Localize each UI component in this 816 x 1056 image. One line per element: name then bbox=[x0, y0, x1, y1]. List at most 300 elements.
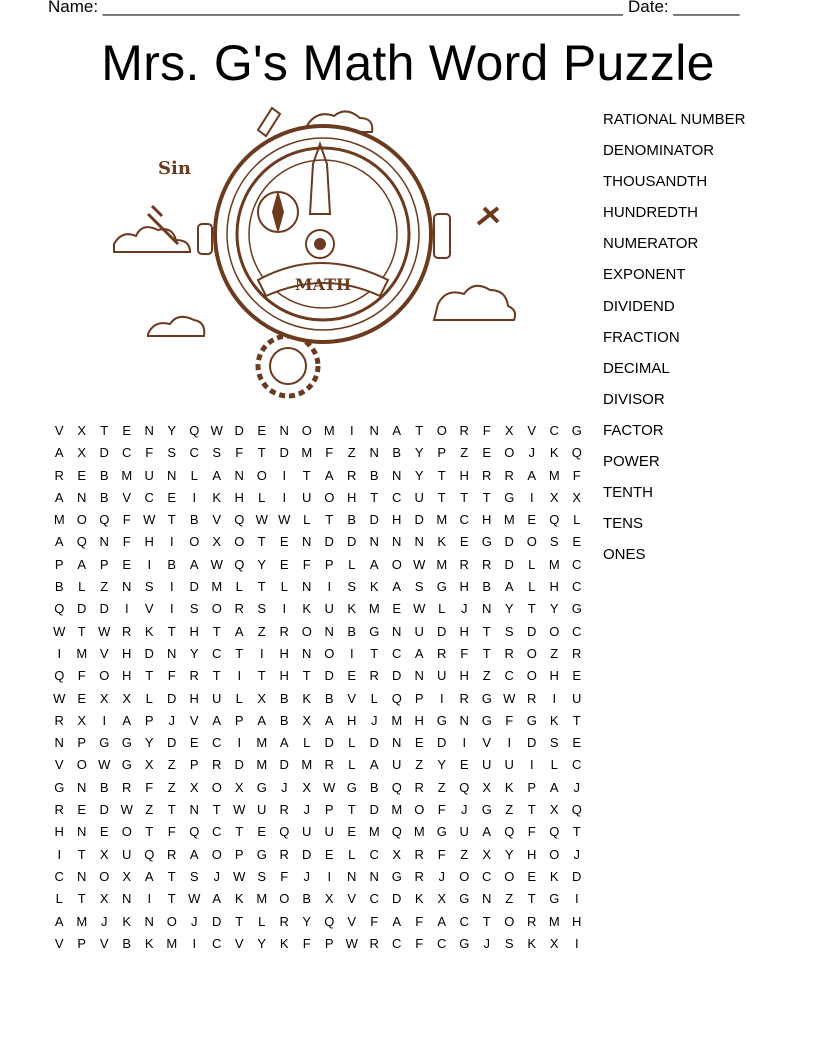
grid-cell: G bbox=[121, 757, 132, 773]
grid-cell: F bbox=[437, 802, 446, 818]
grid-cell: X bbox=[144, 757, 154, 773]
grid-cell: M bbox=[211, 579, 223, 595]
grid-cell: G bbox=[391, 868, 402, 884]
grid-cell: G bbox=[436, 579, 447, 595]
grid-cell: C bbox=[212, 935, 222, 951]
grid-cell: P bbox=[189, 757, 199, 773]
grid-cell: D bbox=[572, 868, 582, 884]
grid-cell: U bbox=[504, 757, 514, 773]
grid-cell: A bbox=[279, 735, 289, 751]
grid-cell: N bbox=[302, 579, 312, 595]
grid-cell: X bbox=[77, 712, 87, 728]
grid-cell: F bbox=[302, 935, 311, 951]
grid-cell: E bbox=[122, 423, 132, 438]
grid-cell: Q bbox=[549, 824, 560, 840]
grid-cell: I bbox=[282, 489, 287, 505]
grid-cell: T bbox=[302, 668, 311, 684]
grid-cell: U bbox=[302, 824, 312, 840]
grid-cell: T bbox=[235, 913, 244, 929]
grid-cell: J bbox=[281, 779, 288, 795]
word-list-item: ONES bbox=[603, 546, 646, 564]
grid-cell: O bbox=[504, 913, 515, 929]
grid-cell: A bbox=[212, 712, 222, 728]
grid-cell: I bbox=[327, 868, 332, 884]
grid-cell: R bbox=[414, 846, 424, 862]
grid-cell: O bbox=[324, 645, 335, 661]
grid-row bbox=[48, 710, 588, 732]
grid-cell: B bbox=[482, 579, 492, 595]
grid-cell: H bbox=[189, 690, 199, 706]
grid-row bbox=[48, 643, 588, 665]
grid-cell: G bbox=[481, 712, 492, 728]
grid-cell: V bbox=[99, 645, 109, 661]
grid-cell: E bbox=[167, 489, 177, 505]
grid-cell: N bbox=[122, 891, 132, 907]
grid-cell: W bbox=[413, 601, 426, 617]
grid-row bbox=[48, 821, 588, 843]
grid-cell: Z bbox=[347, 445, 356, 461]
grid-cell: Z bbox=[437, 779, 446, 795]
grid-cell: T bbox=[167, 512, 176, 528]
grid-row bbox=[48, 554, 588, 576]
grid-cell: P bbox=[77, 935, 87, 951]
grid-cell: W bbox=[210, 556, 223, 572]
grid-cell: W bbox=[233, 802, 246, 818]
grid-cell: C bbox=[212, 824, 222, 840]
grid-cell: R bbox=[504, 645, 514, 661]
grid-cell: A bbox=[257, 712, 267, 728]
grid-cell: C bbox=[482, 868, 492, 884]
grid-cell: F bbox=[145, 779, 154, 795]
grid-cell: R bbox=[54, 712, 64, 728]
grid-cell: T bbox=[437, 489, 446, 505]
grid-cell: P bbox=[234, 712, 244, 728]
grid-cell: T bbox=[257, 534, 266, 550]
grid-cell: D bbox=[77, 601, 87, 617]
grid-cell: D bbox=[234, 423, 244, 438]
grid-cell: A bbox=[189, 556, 199, 572]
grid-cell: A bbox=[437, 913, 447, 929]
grid-cell: J bbox=[101, 913, 108, 929]
grid-cell: F bbox=[370, 913, 379, 929]
word-list-item: TENTH bbox=[603, 484, 653, 502]
grid-cell: R bbox=[459, 690, 469, 706]
grid-cell: L bbox=[528, 556, 536, 572]
grid-cell: A bbox=[144, 868, 154, 884]
grid-cell: Y bbox=[437, 757, 447, 773]
grid-cell: V bbox=[54, 935, 64, 951]
word-list-item: FACTOR bbox=[603, 421, 664, 439]
grid-cell: E bbox=[99, 824, 109, 840]
grid-cell: T bbox=[370, 645, 379, 661]
grid-cell: F bbox=[527, 824, 536, 840]
grid-cell: K bbox=[212, 489, 222, 505]
grid-cell: T bbox=[527, 802, 536, 818]
grid-cell: T bbox=[460, 489, 469, 505]
grid-cell: B bbox=[369, 467, 379, 483]
word-list-item: POWER bbox=[603, 453, 660, 471]
grid-cell: E bbox=[572, 534, 582, 550]
grid-cell: I bbox=[327, 579, 332, 595]
grid-cell: O bbox=[414, 802, 425, 818]
grid-cell: T bbox=[77, 846, 86, 862]
math-compass-clock-illustration bbox=[108, 104, 528, 404]
grid-cell: J bbox=[461, 802, 468, 818]
grid-cell: W bbox=[98, 623, 111, 639]
grid-cell: X bbox=[257, 690, 267, 706]
grid-cell: P bbox=[99, 556, 109, 572]
grid-cell: L bbox=[78, 579, 86, 595]
grid-cell: C bbox=[212, 735, 222, 751]
grid-cell: O bbox=[301, 623, 312, 639]
grid-cell: C bbox=[54, 868, 64, 884]
grid-row bbox=[48, 799, 588, 821]
grid-cell: O bbox=[189, 534, 200, 550]
grid-cell: O bbox=[301, 423, 312, 438]
grid-cell: D bbox=[212, 913, 222, 929]
grid-cell: S bbox=[257, 601, 267, 617]
grid-cell: L bbox=[280, 579, 288, 595]
grid-cell: I bbox=[259, 645, 264, 661]
grid-cell: W bbox=[53, 690, 66, 706]
grid-cell: B bbox=[302, 891, 312, 907]
grid-cell: S bbox=[549, 534, 559, 550]
grid-cell: Q bbox=[99, 512, 110, 528]
grid-cell: U bbox=[414, 623, 424, 639]
grid-cell: A bbox=[392, 579, 402, 595]
grid-cell: X bbox=[549, 802, 559, 818]
grid-cell: X bbox=[572, 489, 582, 505]
grid-cell: A bbox=[392, 423, 402, 438]
grid-cell: V bbox=[347, 913, 357, 929]
grid-cell: Q bbox=[571, 445, 582, 461]
grid-cell: S bbox=[504, 623, 514, 639]
grid-cell: P bbox=[77, 735, 87, 751]
grid-cell: R bbox=[482, 556, 492, 572]
grid-cell: P bbox=[324, 802, 334, 818]
grid-cell: A bbox=[54, 913, 64, 929]
grid-cell: T bbox=[257, 668, 266, 684]
grid-cell: N bbox=[392, 534, 402, 550]
grid-cell: O bbox=[256, 467, 267, 483]
grid-cell: A bbox=[212, 891, 222, 907]
grid-cell: Q bbox=[504, 824, 515, 840]
grid-cell: A bbox=[504, 579, 514, 595]
grid-cell: O bbox=[526, 668, 537, 684]
grid-cell: J bbox=[191, 913, 198, 929]
grid-cell: F bbox=[572, 467, 581, 483]
grid-cell: A bbox=[324, 712, 334, 728]
grid-cell: H bbox=[459, 467, 469, 483]
grid-cell: X bbox=[77, 445, 87, 461]
grid-cell: R bbox=[572, 645, 582, 661]
grid-cell: F bbox=[167, 668, 176, 684]
grid-cell: C bbox=[392, 489, 402, 505]
grid-cell: L bbox=[55, 891, 63, 907]
grid-cell: C bbox=[212, 645, 222, 661]
grid-cell: S bbox=[504, 935, 514, 951]
grid-cell: I bbox=[192, 489, 197, 505]
grid-cell: S bbox=[414, 579, 424, 595]
grid-row bbox=[48, 911, 588, 933]
grid-cell: X bbox=[99, 846, 109, 862]
grid-cell: G bbox=[54, 779, 65, 795]
grid-cell: T bbox=[167, 802, 176, 818]
grid-cell: W bbox=[233, 868, 246, 884]
grid-cell: U bbox=[459, 824, 469, 840]
grid-cell: Z bbox=[167, 757, 176, 773]
grid-cell: L bbox=[303, 735, 311, 751]
grid-cell: T bbox=[482, 913, 491, 929]
grid-cell: R bbox=[459, 423, 469, 438]
grid-cell: A bbox=[527, 467, 537, 483]
grid-cell: K bbox=[549, 445, 559, 461]
grid-cell: E bbox=[459, 757, 469, 773]
grid-cell: T bbox=[572, 712, 581, 728]
grid-cell: E bbox=[527, 868, 537, 884]
grid-cell: P bbox=[324, 935, 334, 951]
grid-cell: E bbox=[77, 690, 87, 706]
grid-cell: R bbox=[414, 779, 424, 795]
grid-cell: Z bbox=[482, 668, 491, 684]
grid-cell: D bbox=[347, 534, 357, 550]
page-title: Mrs. G's Math Word Puzzle bbox=[101, 35, 715, 91]
grid-cell: I bbox=[237, 668, 242, 684]
grid-cell: T bbox=[527, 601, 536, 617]
grid-cell: T bbox=[437, 467, 446, 483]
grid-cell: X bbox=[302, 712, 312, 728]
grid-cell: S bbox=[189, 601, 199, 617]
grid-cell: D bbox=[392, 668, 402, 684]
grid-cell: D bbox=[369, 735, 379, 751]
grid-cell: O bbox=[211, 846, 222, 862]
grid-cell: L bbox=[348, 556, 356, 572]
grid-cell: P bbox=[54, 556, 64, 572]
grid-cell: I bbox=[529, 757, 534, 773]
word-list-item: EXPONENT bbox=[603, 266, 686, 284]
grid-cell: I bbox=[147, 556, 152, 572]
grid-cell: T bbox=[167, 891, 176, 907]
grid-cell: A bbox=[122, 712, 132, 728]
grid-cell: G bbox=[256, 846, 267, 862]
grid-cell: E bbox=[279, 534, 289, 550]
word-list-item: TENS bbox=[603, 515, 644, 533]
grid-cell: I bbox=[529, 489, 534, 505]
grid-cell: J bbox=[461, 601, 468, 617]
grid-cell: Y bbox=[167, 423, 177, 438]
grid-cell: W bbox=[120, 802, 133, 818]
grid-cell: N bbox=[167, 467, 177, 483]
grid-cell: M bbox=[256, 891, 268, 907]
grid-cell: S bbox=[212, 445, 222, 461]
grid-cell: K bbox=[234, 891, 244, 907]
grid-cell: Z bbox=[550, 645, 559, 661]
grid-cell: D bbox=[324, 534, 334, 550]
grid-cell: O bbox=[526, 645, 537, 661]
grid-cell: H bbox=[347, 712, 357, 728]
grid-cell: R bbox=[347, 467, 357, 483]
grid-cell: Y bbox=[257, 935, 267, 951]
grid-cell: H bbox=[459, 623, 469, 639]
grid-cell: X bbox=[234, 779, 244, 795]
grid-cell: J bbox=[303, 802, 310, 818]
grid-cell: T bbox=[77, 891, 86, 907]
grid-cell: A bbox=[234, 623, 244, 639]
grid-cell: M bbox=[166, 935, 178, 951]
grid-cell: D bbox=[99, 445, 109, 461]
grid-cell: Y bbox=[144, 735, 154, 751]
grid-cell: R bbox=[279, 623, 289, 639]
grid-cell: N bbox=[347, 868, 357, 884]
grid-cell: I bbox=[169, 601, 174, 617]
grid-cell: O bbox=[391, 556, 402, 572]
grid-cell: O bbox=[504, 868, 515, 884]
grid-cell: K bbox=[437, 534, 447, 550]
grid-cell: J bbox=[528, 445, 535, 461]
grid-cell: X bbox=[99, 891, 109, 907]
grid-cell: L bbox=[235, 690, 243, 706]
grid-cell: R bbox=[414, 868, 424, 884]
grid-cell: N bbox=[77, 779, 87, 795]
grid-cell: P bbox=[234, 846, 244, 862]
grid-cell: K bbox=[549, 868, 559, 884]
grid-cell: K bbox=[527, 935, 537, 951]
grid-cell: D bbox=[167, 735, 177, 751]
grid-cell: W bbox=[323, 779, 336, 795]
grid-cell: J bbox=[213, 868, 220, 884]
grid-cell: Q bbox=[279, 824, 290, 840]
grid-cell: D bbox=[369, 512, 379, 528]
grid-cell: T bbox=[212, 623, 221, 639]
grid-cell: Q bbox=[391, 779, 402, 795]
grid-cell: D bbox=[369, 802, 379, 818]
grid-cell: M bbox=[548, 467, 560, 483]
grid-cell: V bbox=[212, 512, 222, 528]
grid-cell: K bbox=[504, 779, 514, 795]
grid-cell: H bbox=[572, 913, 582, 929]
grid-cell: D bbox=[504, 556, 514, 572]
grid-cell: H bbox=[144, 534, 154, 550]
grid-cell: L bbox=[370, 690, 378, 706]
grid-cell: Q bbox=[54, 668, 65, 684]
grid-cell: M bbox=[53, 512, 65, 528]
grid-cell: G bbox=[459, 891, 470, 907]
grid-cell: T bbox=[235, 645, 244, 661]
grid-cell: M bbox=[256, 757, 268, 773]
grid-cell: U bbox=[212, 690, 222, 706]
grid-cell: G bbox=[436, 712, 447, 728]
grid-cell: O bbox=[166, 913, 177, 929]
grid-cell: C bbox=[459, 913, 469, 929]
grid-cell: R bbox=[167, 846, 177, 862]
grid-cell: I bbox=[169, 579, 174, 595]
grid-cell: L bbox=[438, 601, 446, 617]
grid-cell: L bbox=[348, 757, 356, 773]
letter-grid bbox=[48, 420, 588, 955]
grid-row bbox=[48, 777, 588, 799]
grid-cell: I bbox=[574, 891, 579, 907]
grid-cell: N bbox=[77, 868, 87, 884]
grid-cell: W bbox=[53, 623, 66, 639]
grid-cell: I bbox=[574, 935, 579, 951]
grid-cell: N bbox=[392, 467, 402, 483]
grid-cell: E bbox=[347, 668, 357, 684]
grid-cell: I bbox=[507, 735, 512, 751]
grid-cell: W bbox=[143, 512, 156, 528]
cloud-right-icon bbox=[434, 286, 515, 320]
grid-cell: G bbox=[481, 534, 492, 550]
grid-cell: T bbox=[482, 645, 491, 661]
grid-cell: Z bbox=[415, 757, 424, 773]
grid-cell: F bbox=[122, 534, 131, 550]
grid-cell: X bbox=[482, 846, 492, 862]
grid-cell: U bbox=[144, 467, 154, 483]
grid-cell: V bbox=[482, 735, 492, 751]
grid-cell: U bbox=[437, 668, 447, 684]
grid-cell: U bbox=[572, 690, 582, 706]
grid-cell: S bbox=[144, 579, 154, 595]
grid-cell: N bbox=[77, 824, 87, 840]
grid-cell: O bbox=[76, 512, 87, 528]
grid-row bbox=[48, 420, 588, 442]
grid-cell: X bbox=[504, 423, 514, 438]
grid-cell: I bbox=[192, 935, 197, 951]
grid-cell: S bbox=[189, 868, 199, 884]
grid-cell: M bbox=[436, 556, 448, 572]
grid-cell: K bbox=[144, 623, 154, 639]
grid-cell: Q bbox=[391, 824, 402, 840]
grid-cell: I bbox=[462, 735, 467, 751]
grid-cell: P bbox=[414, 690, 424, 706]
grid-cell: L bbox=[303, 512, 311, 528]
grid-cell: L bbox=[348, 846, 356, 862]
grid-cell: I bbox=[349, 645, 354, 661]
grid-cell: U bbox=[257, 802, 267, 818]
grid-cell: Q bbox=[459, 779, 470, 795]
grid-row bbox=[48, 866, 588, 888]
word-list bbox=[603, 110, 746, 576]
grid-cell: U bbox=[122, 846, 132, 862]
grid-cell: G bbox=[504, 489, 515, 505]
grid-cell: W bbox=[210, 423, 223, 438]
grid-cell: C bbox=[504, 668, 514, 684]
grid-cell: C bbox=[437, 935, 447, 951]
grid-cell: T bbox=[527, 891, 536, 907]
grid-cell: C bbox=[392, 645, 402, 661]
grid-cell: C bbox=[189, 445, 199, 461]
grid-cell: Q bbox=[76, 534, 87, 550]
grid-cell: B bbox=[347, 512, 357, 528]
grid-cell: Y bbox=[189, 645, 199, 661]
grid-cell: F bbox=[280, 868, 289, 884]
grid-cell: Q bbox=[549, 512, 560, 528]
grid-cell: H bbox=[234, 489, 244, 505]
grid-cell: D bbox=[189, 579, 199, 595]
grid-cell: D bbox=[324, 735, 334, 751]
gear-icon bbox=[258, 336, 318, 396]
grid-cell: K bbox=[302, 601, 312, 617]
grid-cell: O bbox=[279, 891, 290, 907]
grid-cell: Y bbox=[257, 556, 267, 572]
grid-cell: K bbox=[302, 690, 312, 706]
grid-cell: F bbox=[167, 824, 176, 840]
grid-cell: G bbox=[436, 824, 447, 840]
grid-cell: I bbox=[552, 690, 557, 706]
grid-cell: B bbox=[324, 690, 334, 706]
grid-cell: S bbox=[347, 579, 357, 595]
grid-cell: O bbox=[234, 534, 245, 550]
grid-cell: T bbox=[212, 668, 221, 684]
